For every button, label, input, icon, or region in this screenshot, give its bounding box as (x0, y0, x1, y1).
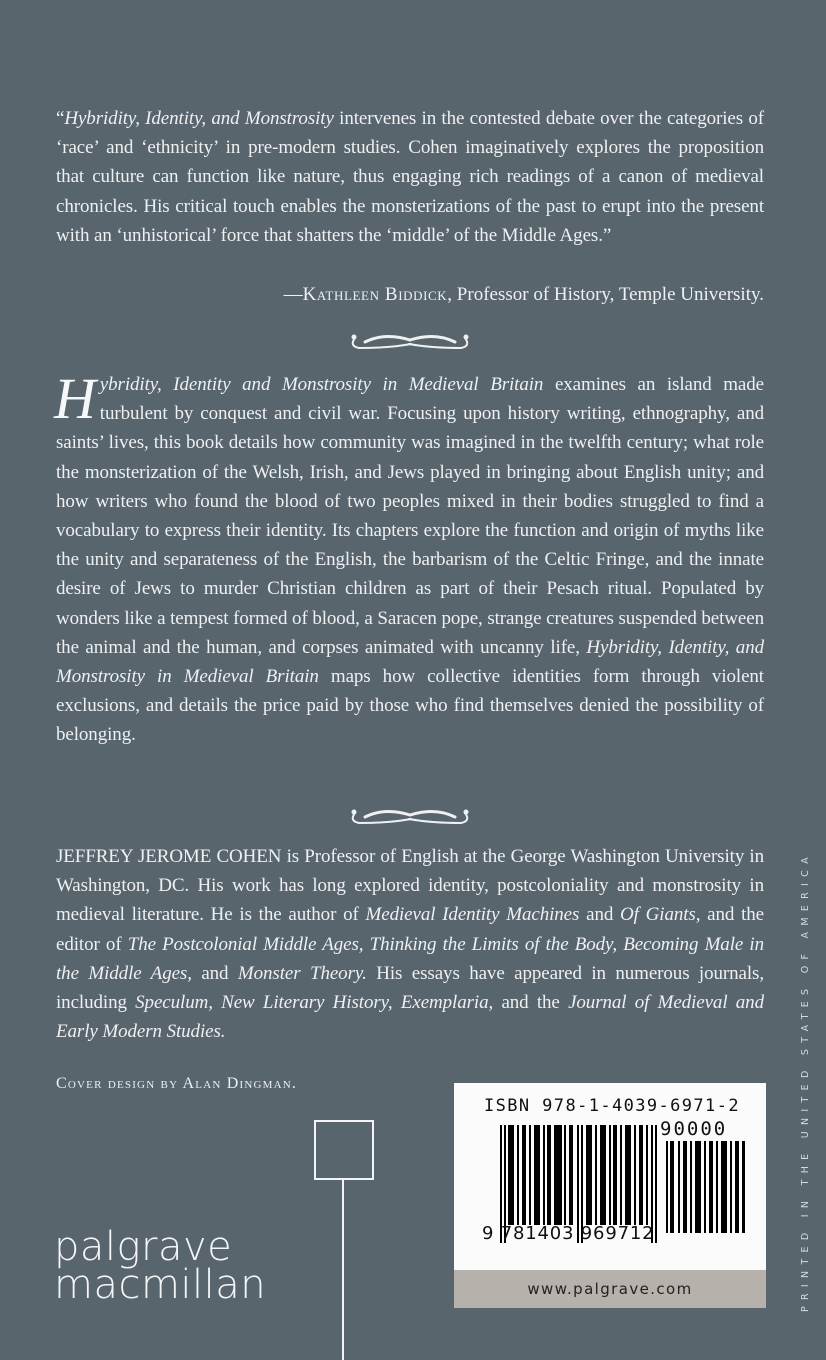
endorsement-attribution (284, 284, 764, 306)
attribution-dash: — (283, 284, 303, 305)
publisher-pole-line (342, 1178, 344, 1360)
publisher-logo (54, 1224, 267, 1308)
bio-journal: Journal of Medieval and Early Modern Studies. (56, 992, 764, 1043)
publisher-url[interactable]: www.palgrave.com (454, 1270, 766, 1308)
description-text-2: maps how collective identities form through violent exclusions, and details the price paid by those who find themselves denied the possibility of belonging. (56, 666, 764, 746)
quote-book-title: Hybridity, Identity, and Monstrosity (64, 108, 334, 129)
scroll-ornament-icon (345, 328, 475, 352)
description-title: ybridity, Identity and Monstrosity in Medieval Britain (99, 374, 544, 395)
attribution-role: , Professor of History, Temple University. (447, 284, 764, 305)
isbn-label: ISBN 978-1-4039-6971-2 (484, 1096, 740, 1116)
bio-book: The Postcolonial Middle Ages, Thinking the Limits of the Body, Becoming Male in the Middle Ages, (56, 933, 764, 984)
publisher-logo-line2: macmillan (54, 1262, 267, 1308)
printed-in-note: PRINTED IN THE UNITED STATES OF AMERICA (800, 851, 811, 1312)
author-name: JEFFREY JEROME COHEN (56, 846, 282, 867)
barcode-box (454, 1083, 766, 1308)
drop-cap: H (54, 366, 96, 431)
description-text-1: examines an island made turbulent by conquest and civil war. Focusing upon history writing, ethnography, and saints’ lives, this book details how community was imagined in the twelfth century; what role the monsterization of the Welsh, Irish, and Jews played in bringing about English unity; and how writers who found the blood of two peoples mixed in their bodies struggled to find a vocabulary to express their identity. Its chapters explore the function and origin of myths like the unity and separateness of the English, the barbarism of the Celtic Fringe, and the innate desire of Jews to murder Christian children as part of their Pesach ritual. Populated by wonders like a tempest formed of blood, a Saracen pope, strange creatures suspended between the animal and the human, and corpses animated with uncanny life, (56, 374, 764, 658)
bio-text: and the editor of (56, 904, 765, 955)
bio-text: and the (493, 992, 569, 1014)
bio-book: Of Giants, (620, 904, 701, 926)
scroll-ornament-icon (345, 803, 475, 827)
book-description (54, 366, 764, 750)
attribution-name: Kathleen Biddick (302, 284, 448, 305)
bio-book: Monster Theory. (237, 962, 367, 984)
bio-journal: Speculum, New Literary History, Exemplaria, (135, 992, 494, 1014)
bio-text: is Professor of English at the George Washington University in Washington, DC. His work has long explored identity, postcoloniality and monstrosity in medieval literature. He is the author of (56, 846, 765, 926)
description-title-2: Hybridity, Identity, and Monstrosity in Medieval Britain (56, 636, 764, 688)
price-addon-code: 90000 (660, 1118, 728, 1140)
cover-credit: Cover design by Alan Dingman. (56, 1075, 298, 1092)
endorsement-quote (56, 104, 764, 250)
author-bio (56, 842, 764, 1046)
bio-text: His essays have appeared in numerous journals, including (56, 962, 764, 1014)
ean-digits: 9 781403 969712 (482, 1223, 655, 1244)
bio-book: Medieval Identity Machines (365, 904, 580, 926)
quote-text: intervenes in the contested debate over the categories of ‘race’ and ‘ethnicity’ in pre-modern studies. Cohen imaginatively explores the proposition that culture can function like nature, thus engaging rich readings of a canon of medieval chronicles. His critical touch enables the monsterizations of the past to erupt into the present with an ‘unhistorical’ force that shatters the ‘middle’ of the Middle Ages.” (56, 108, 764, 246)
quote-mark: “ (56, 108, 65, 129)
bio-text: and (579, 904, 621, 926)
publisher-logo-line1: palgrave (54, 1224, 233, 1270)
publisher-square-icon (314, 1120, 374, 1180)
bio-text: and (191, 962, 238, 984)
addon-barcode-icon (666, 1141, 746, 1233)
